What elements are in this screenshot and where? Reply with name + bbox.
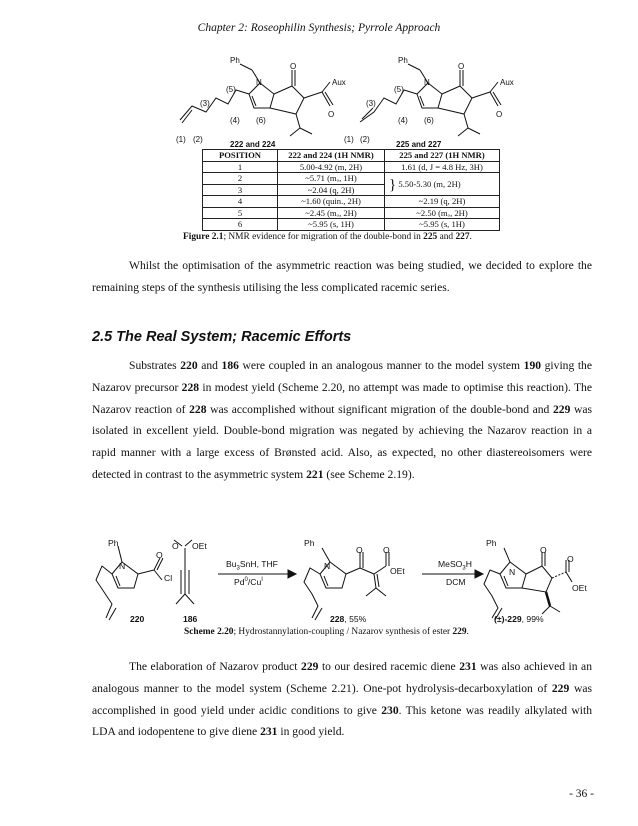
label-pos4: (4) [398, 116, 408, 125]
label-n: N [256, 78, 262, 87]
caption-compound: 225 [423, 232, 438, 242]
label-n: N [424, 78, 430, 87]
label-pos6: (6) [424, 116, 434, 125]
caption-text: . [466, 627, 469, 637]
label-n: N [324, 561, 331, 571]
cell: ~2.04 (q, 2H) [278, 184, 385, 196]
compound-229 [494, 614, 544, 624]
cell: 5 [203, 207, 278, 219]
compound-228 [330, 614, 366, 624]
cell: 5.00-4.92 (m, 2H) [278, 161, 385, 173]
caption-compound: 227 [455, 232, 470, 242]
compound-220: 220 [130, 614, 145, 624]
text: to our desired racemic diene [318, 660, 460, 673]
cell: ~5.95 (s, 1H) [278, 219, 385, 231]
text: Substrates [129, 359, 181, 372]
compound-num: (±)-229 [494, 614, 522, 624]
table-row [203, 196, 500, 208]
label-ph: Ph [108, 538, 119, 548]
label-n: N [119, 561, 126, 571]
paragraph-2 [92, 355, 592, 486]
label-pos3: (3) [366, 99, 376, 108]
label-aux: Aux [500, 78, 514, 87]
right-structure [360, 64, 501, 136]
label-o: O [540, 545, 547, 555]
merged-cell: } 5.50-5.30 (m, 2H) [385, 173, 500, 196]
caption-label: Scheme 2.20 [184, 627, 234, 637]
reagent-bottom: DCM [446, 577, 466, 587]
label-o: O [458, 62, 465, 71]
compound-label-225-227: 225 and 227 [396, 140, 442, 149]
page-number: - 36 - [569, 788, 594, 800]
label-aux: Aux [332, 78, 346, 87]
compound-label-222-224: 222 and 224 [230, 140, 276, 149]
scheme-caption [184, 627, 469, 637]
cell: 2 [203, 173, 278, 185]
label-pos4: (4) [230, 116, 240, 125]
caption-text: and [437, 232, 456, 242]
section-title: 2.5 The Real System; Racemic Efforts [92, 329, 352, 345]
paragraph-3 [92, 656, 592, 743]
label-oet: OEt [192, 541, 207, 551]
cell: 6 [203, 219, 278, 231]
figure-caption [183, 232, 472, 242]
label-pos5: (5) [226, 85, 236, 94]
text: and [197, 359, 222, 372]
running-header: Chapter 2: Roseophilin Synthesis; Pyrrole Approach [197, 22, 441, 34]
compound-ref: 229 [552, 402, 571, 416]
cell: 1.61 (d, J = 4.8 Hz, 3H) [385, 161, 500, 173]
cell: ~5.71 (mₒ, 1H) [278, 173, 385, 185]
cell: 5.50-5.30 (m, 2H) [398, 178, 461, 189]
compound-ref: 231 [260, 725, 278, 739]
text: in good yield. [277, 725, 345, 739]
cell: ~1.60 (quin., 2H) [278, 196, 385, 208]
text: The elaboration of Nazarov product [129, 660, 302, 673]
text: . This ketone was readily alkylated with LDA and iodopentene to give diene [92, 703, 593, 739]
table-row [203, 219, 500, 231]
label-o: O [567, 554, 574, 564]
table-header-row [203, 150, 500, 162]
cell: ~2.45 (mₒ, 2H) [278, 207, 385, 219]
label-cl: Cl [164, 573, 173, 583]
cell: ~2.19 (q, 2H) [385, 196, 500, 208]
label-pos1: (1) [344, 135, 354, 144]
compound-186: 186 [183, 614, 198, 624]
text: giving the Nazarov precursor [92, 359, 593, 394]
label-o: O [172, 541, 179, 551]
label-oet: OEt [572, 583, 587, 593]
text: (see Scheme 2.19). [323, 467, 415, 481]
text: were coupled in an analogous manner to the model system [238, 359, 524, 372]
text: in modest yield (Scheme 2.20, no attempt was made to optimise this reaction). The Nazarov reaction of [92, 380, 592, 416]
nmr-table [202, 149, 500, 231]
caption-label: Figure 2.1 [183, 232, 224, 242]
label-pos2: (2) [360, 135, 370, 144]
table-row [203, 173, 500, 185]
compound-ref: 229 [301, 660, 319, 673]
col-header: 222 and 224 (1H NMR) [278, 150, 385, 162]
text: was also achieved in an analogous manner to the model system (Scheme 2.21). One-pot hydrolysis-decarboxylation of [92, 660, 592, 695]
reagent-top: MeSO$_3$H [438, 559, 472, 572]
label-pos3: (3) [200, 99, 210, 108]
compound-ref: 231 [459, 660, 477, 673]
caption-text: ; Hydrostannylation-coupling / Nazarov synthesis of ester [233, 627, 453, 637]
label-ph: Ph [486, 538, 497, 548]
caption-compound: 229 [452, 627, 467, 637]
text: was isolated in excellent yield. Double-bond migration was negated by achieving the Nazarov reaction in a rapid manner with a large excess of Brønsted acid. Also, as expected, no other diastereoisomers were detected in contrast to the asymmetric system [92, 402, 592, 481]
cell: ~5.95 (s, 1H) [385, 219, 500, 231]
reagent-top: $Bu_3SnH$, THF [226, 559, 278, 572]
cell: 4 [203, 196, 278, 208]
label-o: O [496, 110, 503, 119]
label-pos6: (6) [256, 116, 266, 125]
table-row [203, 161, 500, 173]
compound-ref: 228 [189, 402, 207, 416]
compound-ref: 230 [381, 703, 399, 717]
yield: , 99% [521, 614, 544, 624]
caption-text: ; NMR evidence for migration of the double-bond in [223, 232, 424, 242]
label-o: O [356, 545, 363, 555]
text: was accomplished without significant migration of the double-bond and [206, 402, 553, 416]
compound-ref: 186 [221, 359, 239, 372]
compound-ref: 221 [306, 467, 324, 481]
label-n: N [509, 567, 516, 577]
label-o: O [383, 545, 390, 555]
compound-ref: 228 [181, 380, 200, 394]
table-row [203, 207, 500, 219]
label-ph: Ph [398, 56, 408, 65]
compound-ref: 220 [180, 359, 198, 372]
cell: 1 [203, 161, 278, 173]
label-ph: Ph [230, 56, 240, 65]
cell: 3 [203, 184, 278, 196]
caption-text: . [469, 232, 472, 242]
label-o: O [328, 110, 335, 119]
col-header: 225 and 227 (1H NMR) [385, 150, 500, 162]
label-pos1: (1) [176, 135, 186, 144]
label-pos2: (2) [193, 135, 203, 144]
col-header: POSITION [203, 150, 278, 162]
label-o: O [290, 62, 297, 71]
text: was accomplished in good yield under acidic conditions to give [92, 681, 592, 717]
label-pos5: (5) [394, 85, 404, 94]
label-ph: Ph [304, 538, 315, 548]
label-oet: OEt [390, 566, 405, 576]
paragraph-1: Whilst the optimisation of the asymmetric reaction was being studied, we decided to explore the remaining steps of the synthesis utilising the less complicated racemic series. [92, 259, 592, 294]
reagent-bottom: $Pd^0/Cu^I$ [234, 577, 263, 587]
label-o: O [156, 550, 163, 560]
compound-ref: 190 [523, 359, 542, 372]
compound-ref: 229 [551, 681, 570, 695]
cell: ~2.50 (mₒ, 2H) [385, 207, 500, 219]
compound-num: 228 [330, 614, 345, 624]
yield: , 55% [344, 614, 367, 624]
